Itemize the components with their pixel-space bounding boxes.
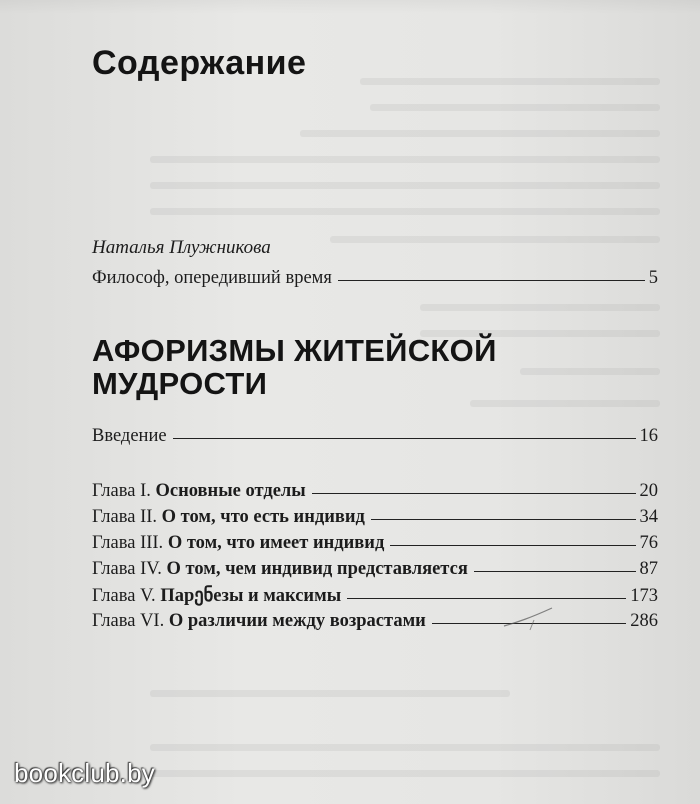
bleed-through-line [150,744,660,751]
chapter-prefix: Глава V. [92,586,156,606]
chapter-prefix: Глава III. [92,533,164,553]
chapter-name: О том, что есть индивид [161,507,365,527]
toc-entry-chapter-5[interactable] [92,585,658,607]
toc-entry-label [92,559,468,580]
bleed-through-line [150,690,510,697]
toc-entry-label [92,481,306,502]
toc-entry-label [92,533,384,554]
chapter-name: Основные отделы [155,481,306,501]
leader-line [474,571,636,572]
toc-entry-chapter-6[interactable] [92,611,658,632]
toc-page-number: 5 [648,268,658,288]
toc-entry-chapter-4[interactable] [92,559,658,580]
page-title: Содержание [92,44,307,82]
chapter-prefix: Глава I. [92,481,151,501]
toc-entry-label [92,585,341,607]
bleed-through-line [150,208,660,215]
bleed-through-line [360,78,660,85]
bleed-through-line [520,368,660,375]
bleed-through-line [370,104,660,111]
toc-page-number: 16 [639,426,658,446]
toc-page-number: 286 [630,611,658,631]
chapter-name: О том, чем индивид представляется [166,559,468,579]
toc-page-number: 20 [639,481,658,501]
bleed-through-line [150,182,660,189]
toc-entry-label [92,507,365,528]
watermark-text: bookclub.by [14,758,155,788]
toc-page-number: 76 [639,533,658,553]
bleed-through-line [150,156,660,163]
bleed-through-line [150,770,660,777]
bleed-through-line [470,400,660,407]
toc-entry-chapter-3[interactable] [92,533,658,554]
toc-entry-label [92,611,426,632]
section-title [92,334,497,400]
bleed-through-line [300,130,660,137]
leader-line [347,598,626,599]
toc-entry-label: Философ, опередивший время [92,268,332,288]
toc-entry-chapter-1[interactable] [92,481,658,502]
section-title-line: МУДРОСТИ [92,366,268,401]
preface-author: Наталья Плужникова [92,237,271,258]
leader-line [371,519,636,520]
chapter-name: Парენезы и максимы [160,586,342,606]
bleed-through-line [420,304,660,311]
toc-page-number: 34 [639,507,658,527]
section-title-line: АФОРИЗМЫ ЖИТЕЙСКОЙ [92,333,497,368]
chapter-name: О различии между возрастами [168,611,426,631]
toc-page-number: 87 [639,559,658,579]
toc-entry-label: Введение [92,426,167,446]
pen-scribble-mark [500,604,560,634]
chapter-prefix: Глава IV. [92,559,162,579]
leader-line [338,280,645,281]
chapter-prefix: Глава II. [92,507,158,527]
chapter-name: О том, что имеет индивид [167,533,385,553]
leader-line [173,438,636,439]
leader-line [312,493,636,494]
toc-page-number: 173 [630,586,658,606]
toc-entry-chapter-2[interactable] [92,507,658,528]
toc-entry-preface[interactable] [92,268,658,289]
toc-entry-intro[interactable] [92,426,658,447]
chapter-prefix: Глава VI. [92,611,165,631]
bleed-through-line [330,236,660,243]
leader-line [390,545,635,546]
